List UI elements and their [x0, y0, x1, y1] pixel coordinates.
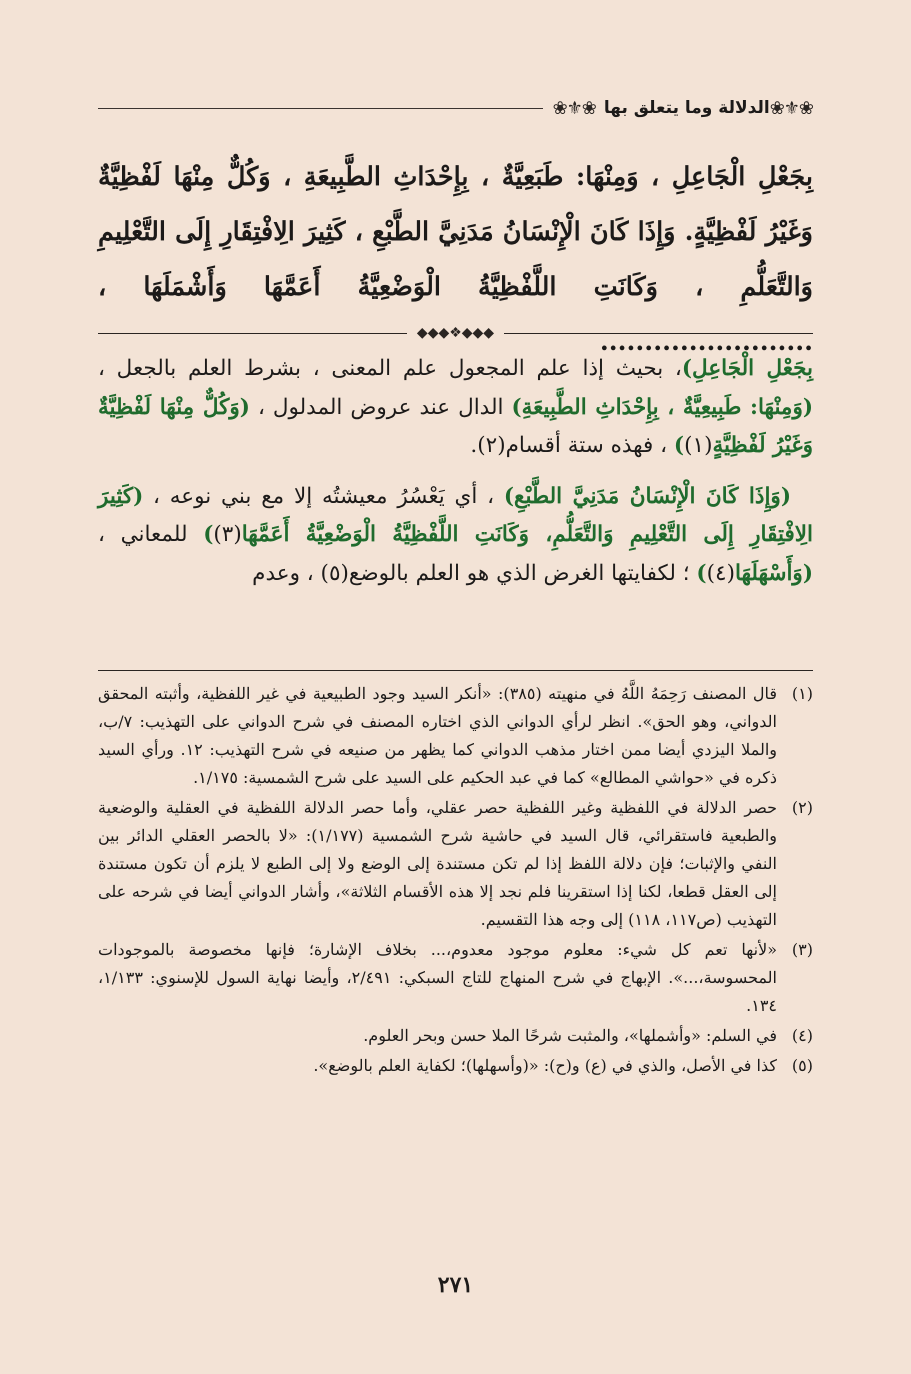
- footnote-number: (٥): [791, 1056, 813, 1075]
- divider-line: [98, 333, 407, 334]
- quoted-main-text: (كَثِيرَ الِافْتِقَارِ إِلَى التَّعْلِيمِ وَالتَّعَلُّمِ، وَكَانَتِ اللَّفْظِيَّةُ الْوَضْعِيَّةُ أَعَمَّهَا: [98, 483, 813, 547]
- header-ornament-icon: ❀⚜❀: [769, 97, 813, 119]
- footnotes: [98, 680, 813, 1082]
- quoted-main-text: بِجَعْلِ الْجَاعِلِ): [681, 356, 813, 381]
- footnote-text: حصر الدلالة في اللفظية وغير اللفظية حصر عقلي، وأما حصر الدلالة اللفظية في العقلية والوضعية والطبعية فاستقرائي، قال السيد في حاشية شرح الشمسية (١/١٧٧): «لا بالحصر العقلي الدائر بين النفي والإثبات؛ فإن دلالة اللفظ إذا لم تكن مستندة إلى الوضع ولا إلى الطبع لا يلزم أن تكون مستندة إلى العقل قطعا، لكنا إذا استقرينا فلم نجد إلا هذه الأقسام الثلاثة»، وأشار الدواني أيضا في شرحه على التهذيب (ص١١٧، ١١٨) إلى وجه هذا التقسيم.: [98, 798, 777, 929]
- footnote-number: (٢): [791, 798, 813, 817]
- commentary-paragraph: [98, 478, 813, 594]
- footnote: [98, 1022, 813, 1050]
- commentary-text: (٤): [706, 560, 735, 586]
- commentary: [98, 350, 813, 593]
- commentary-text: (١): [684, 433, 713, 458]
- footnote-number: (١): [791, 684, 813, 703]
- commentary-text: الدال عند عروض المدلول ،: [249, 394, 512, 420]
- footnote: [98, 1052, 813, 1080]
- commentary-text: للمعاني ،: [98, 522, 204, 547]
- quoted-main-text: (وَمِنْهَا: طَبِيعِيَّةٌ ، بِإِحْدَاثِ الطَّبِيعَةِ): [511, 394, 813, 420]
- running-header: [98, 90, 813, 126]
- commentary-text: ، أي يَعْسُرُ معيشتُه إلا مع بني نوعه ،: [143, 483, 504, 509]
- header-ornament-icon: ❀⚜❀: [552, 97, 596, 119]
- footnote-number: (٤): [791, 1026, 813, 1045]
- footnote: [98, 936, 813, 1020]
- footnote-number: (٣): [791, 940, 813, 959]
- footnote-text: قال المصنف رَحِمَهُ اللَّهُ في منهيته (٣٨٥): «أنكر السيد وجود الطبيعية في غير اللفظية، وأثبته المحقق الدواني، وهو الحق». انظر لرأي الدواني الذي اختاره المصنف في شرح الدواني على التهذيب: ٧/ب، والملا اليزدي أيضا ممن اختار مذهب الدواني كما يظهر من صنيعه في شرح التهذيب: ١٢. ورأي السيد ذكره في «حواشي المطالع» كما في عبد الحكيم على السيد على شرح الشمسية: ١/١٧٥.: [98, 684, 778, 787]
- header-rule: [98, 108, 543, 109]
- footnote: [98, 680, 813, 792]
- running-header-title: الدلالة وما يتعلق بها: [603, 98, 770, 118]
- footnote-text: كذا في الأصل، والذي في (ع) و(ح): «(وأسهلها)؛ لكفاية العلم بالوضع».: [313, 1056, 777, 1075]
- quoted-main-text: (وَإِذَا كَانَ الْإِنْسَانُ مَدَنِيَّ الطَّبْعِ): [503, 483, 791, 509]
- footnote-separator: [98, 670, 813, 671]
- footnote: [98, 794, 813, 934]
- page-number: ٢٧١: [437, 1272, 474, 1298]
- quoted-main-text: (وَأَسْهَلَهَا: [734, 560, 813, 586]
- quoted-main-text: ): [696, 560, 707, 586]
- commentary-text: ، بحيث إذا علم المجعول علم المعنى ، بشرط العلم بالجعل ،: [98, 356, 682, 381]
- quoted-main-text: (وَكُلٌّ مِنْهَا لَفْظِيَّةٌ وَغَيْرُ لَفْظِيَّةٍ: [98, 394, 813, 458]
- quoted-main-text: ): [203, 522, 214, 547]
- section-divider: [98, 325, 813, 341]
- commentary-text: (٣): [213, 522, 242, 547]
- commentary-text: ؛ لكفايتها الغرض الذي هو العلم بالوضع(٥) ، وعدم: [252, 560, 697, 586]
- footnote-text: في السلم: «وأشملها»، والمثبت شرحًا الملا حسن وبحر العلوم.: [363, 1026, 777, 1045]
- footnote-text: «لأنها تعم كل شيء: معلوم موجود معدوم،... بخلاف الإشارة؛ فإنها مخصوصة بالموجودات المحسوسة،...». الإبهاج في شرح المنهاج للتاج السبكي: ٢/٤٩١، وأيضا نهاية السول للإسنوي: ١/١٣٣، ١٣٤.: [98, 940, 777, 1015]
- quoted-main-text: ): [673, 433, 685, 458]
- main-text-paragraph: بِجَعْلِ الْجَاعِلِ ، وَمِنْهَا: طَبَعِيَّةٌ ، بِإِحْدَاثِ الطَّبِيعَةِ ، وَكُلٌّ مِنْهَا لَفْظِيَّةٌ وَغَيْرُ لَفْظِيَّةٍ. وَإِذَا كَانَ الْإِنْسَانُ مَدَنِيَّ الطَّبْعِ ، كَثِيرَ الِافْتِقَارِ إِلَى التَّعْلِيمِ وَالتَّعَلُّمِ ، وَكَانَتِ اللَّفْظِيَّةُ الْوَضْعِيَّةُ أَعَمَّهَا وَأَشْمَلَهَا ، ........................: [98, 162, 813, 357]
- commentary-text: ، فهذه ستة أقسام(٢).: [470, 433, 674, 458]
- divider-line: [504, 333, 813, 334]
- commentary-paragraph: [98, 350, 813, 466]
- divider-ornament-icon: ◆◆◆❖◆◆◆: [416, 325, 495, 341]
